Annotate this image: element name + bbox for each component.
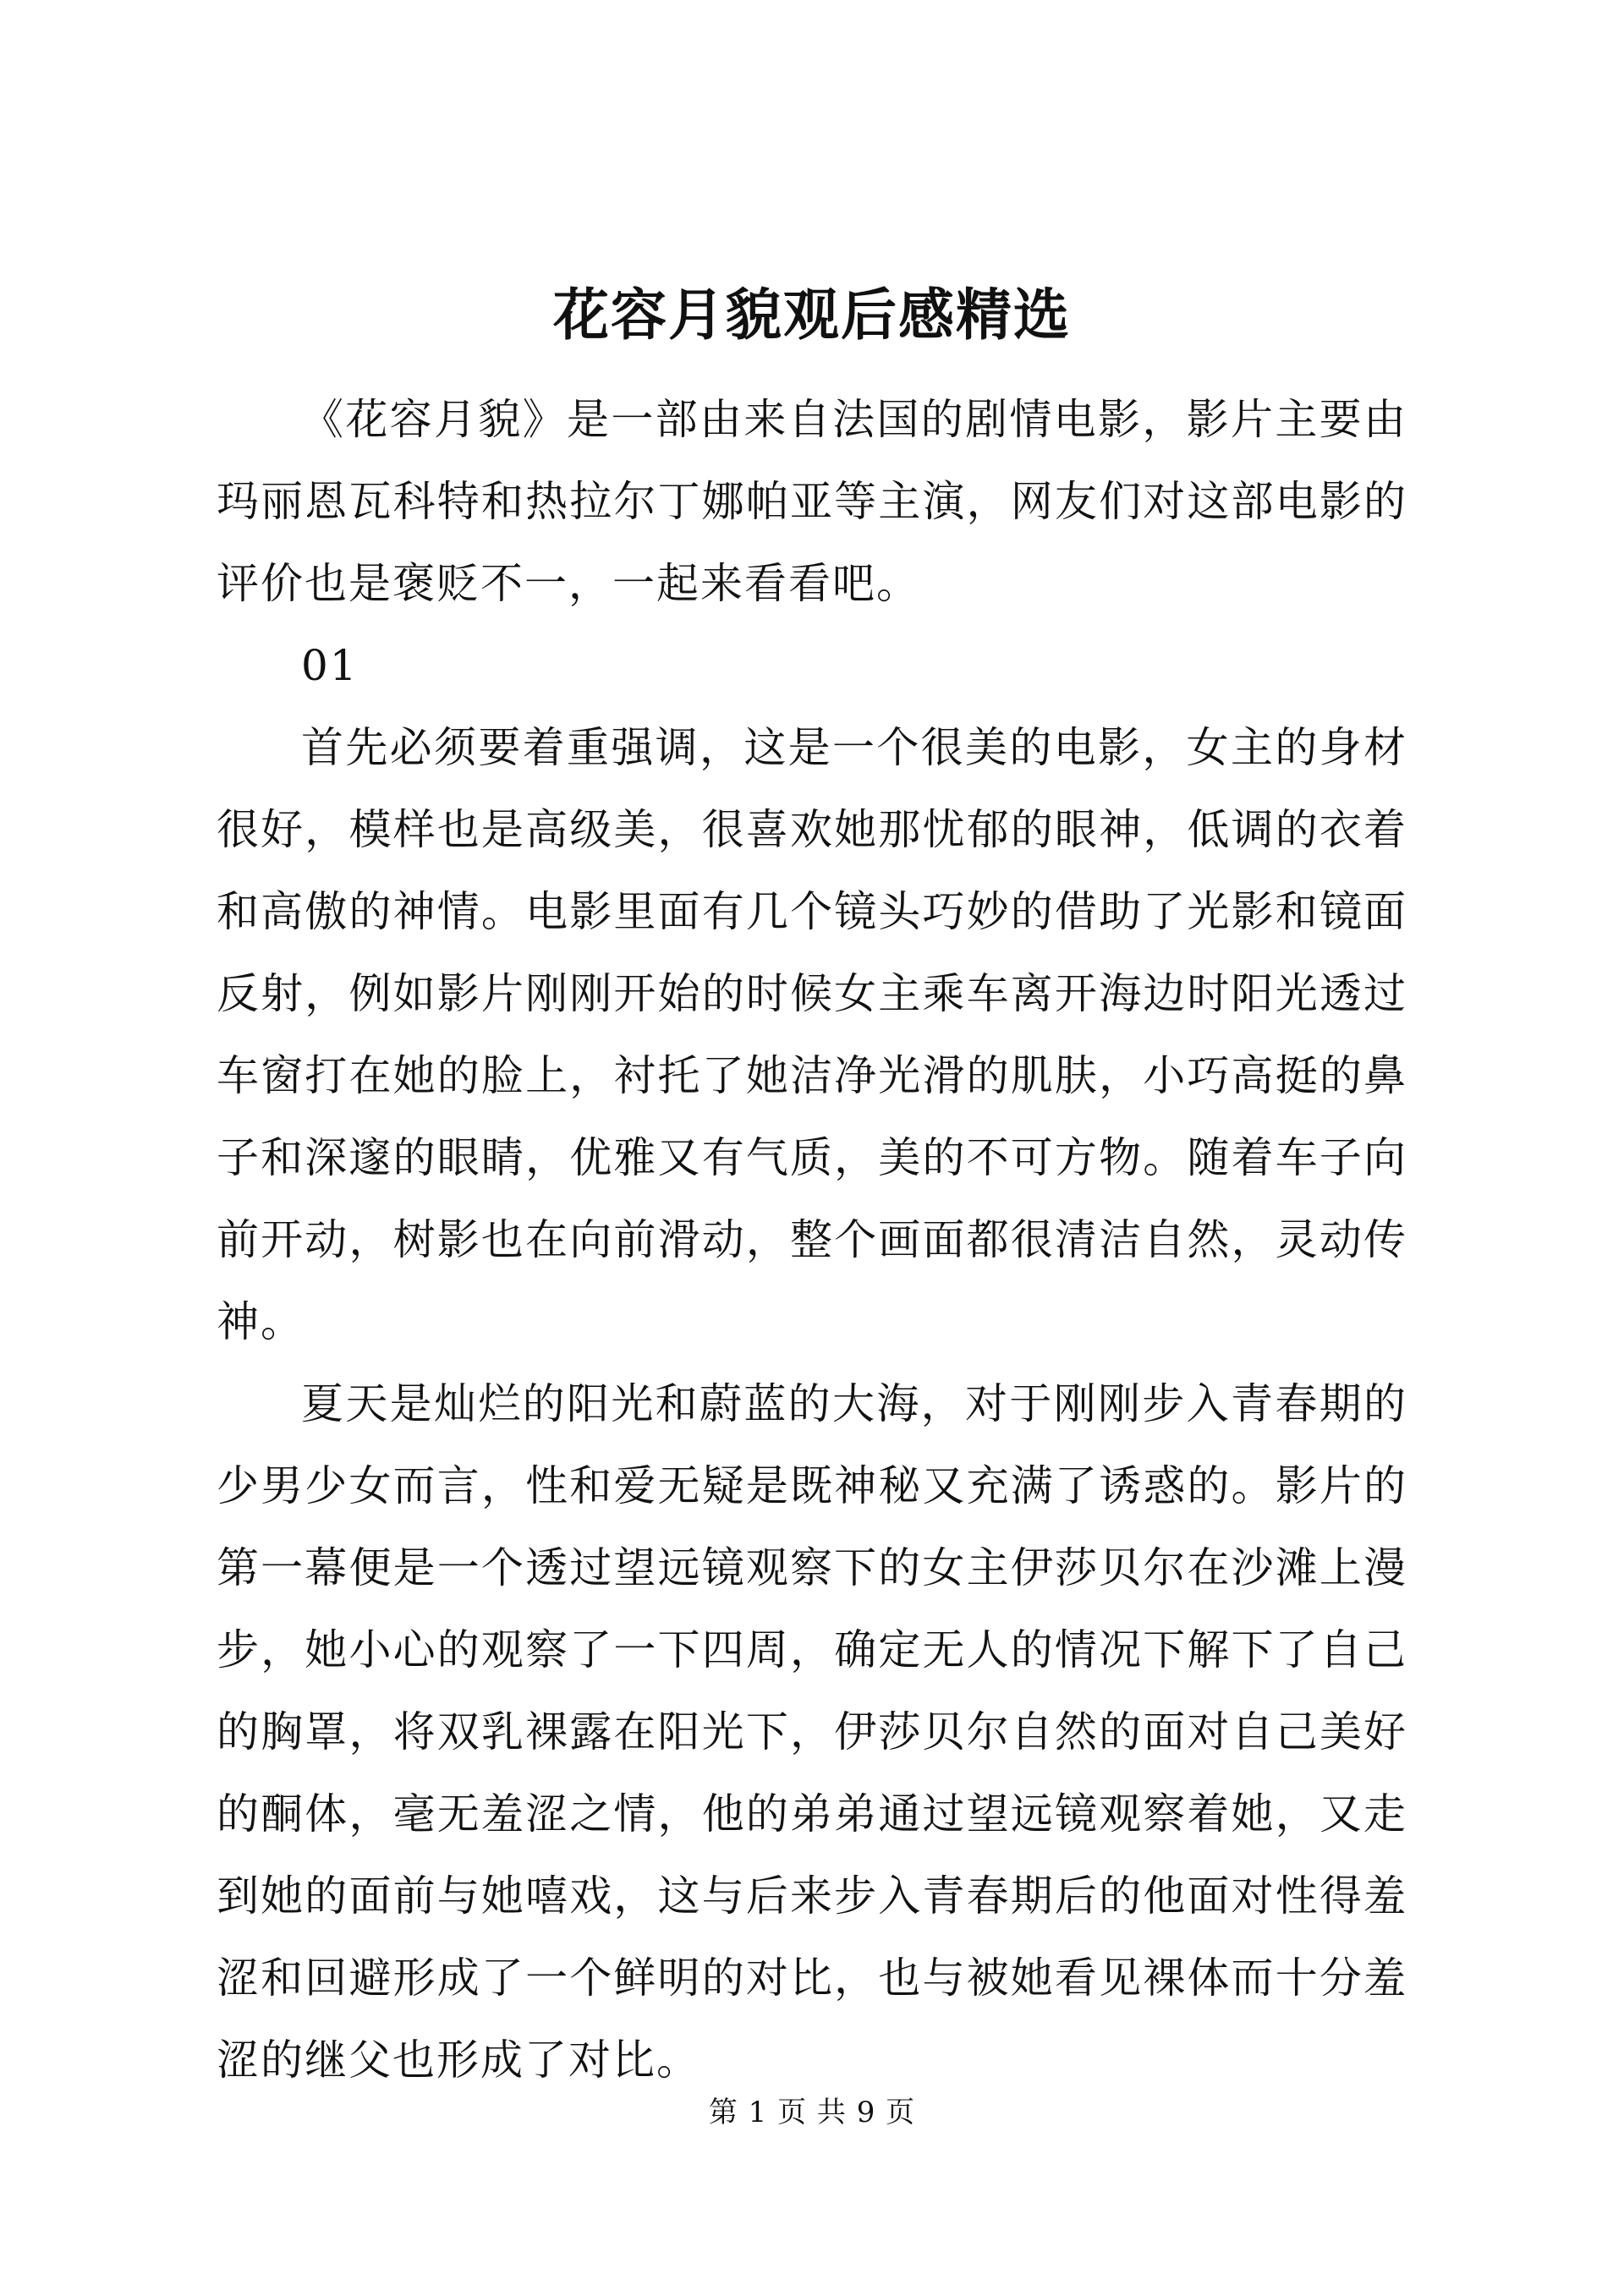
- document-body: [217, 379, 1407, 2101]
- document-title: 花容月貌观后感精选: [553, 282, 1071, 348]
- page-footer: 第 1 页 共 9 页: [708, 2096, 916, 2129]
- paragraph-intro: 《花容月貌》是一部由来自法国的剧情电影，影片主要由玛丽恩瓦科特和热拉尔丁娜帕亚等主演，网友们对这部电影的评价也是褒贬不一，一起来看看吧。: [217, 395, 1407, 608]
- paragraph-beauty: 首先必须要着重强调，这是一个很美的电影，女主的身材很好，模样也是高级美，很喜欢她那忧郁的眼神，低调的衣着和高傲的神情。电影里面有几个镜头巧妙的借助了光影和镜面反射，例如影片刚刚开始的时候女主乘车离开海边时阳光透过车窗打在她的脸上，衬托了她洁净光滑的肌肤，小巧高挺的鼻子和深邃的眼睛，优雅又有气质，美的不可方物。随着车子向前开动，树影也在向前滑动，整个画面都很清洁自然，灵动传神。: [217, 723, 1407, 1346]
- paragraph-summer: 夏天是灿烂的阳光和蔚蓝的大海，对于刚刚步入青春期的少男少女而言，性和爱无疑是既神秘又充满了诱惑的。影片的第一幕便是一个透过望远镜观察下的女主伊莎贝尔在沙滩上漫步，她小心的观察了一下四周，确定无人的情况下解下了自己的胸罩，将双乳裸露在阳光下，伊莎贝尔自然的面对自己美好的酮体，毫无羞涩之情，他的弟弟通过望远镜观察着她，又走到她的面前与她嘻戏，这与后来步入青春期后的他面对性得羞涩和回避形成了一个鲜明的对比，也与被她看见裸体而十分羞涩的继父也形成了对比。: [217, 1379, 1407, 2085]
- section-number: 01: [301, 641, 359, 690]
